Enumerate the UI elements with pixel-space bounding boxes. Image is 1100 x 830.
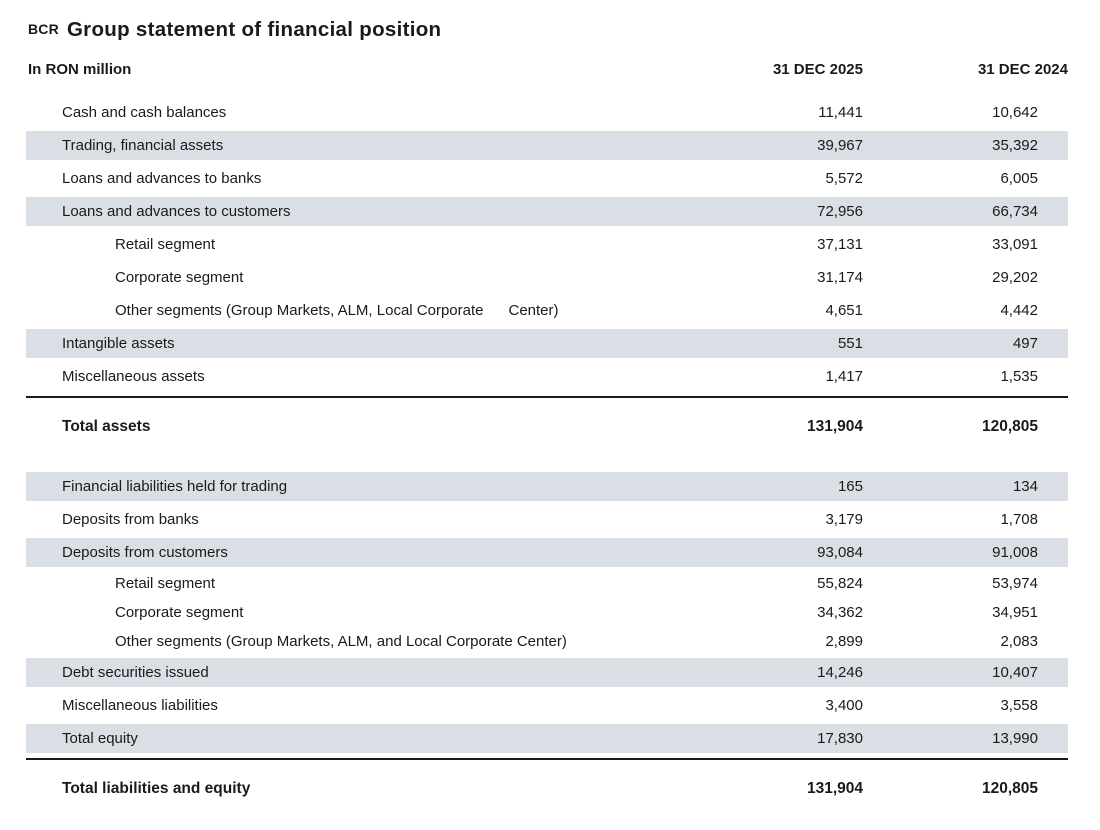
total-row: [26, 766, 1068, 812]
value-2024: 2,083: [1000, 633, 1038, 650]
table-row: [26, 327, 1068, 360]
table-row: [26, 569, 1068, 598]
page-title: Group statement of financial position: [66, 18, 442, 42]
row-label: Miscellaneous liabilities: [62, 697, 218, 714]
value-2024: 91,008: [992, 544, 1038, 561]
table-row: [26, 689, 1068, 722]
value-2025: 55,824: [817, 575, 863, 592]
column-header-2025: 31 DEC 2025: [772, 60, 863, 78]
masthead: [0, 14, 1100, 42]
brand-logo: BCR: [28, 21, 59, 37]
row-label: Financial liabilities held for trading: [62, 478, 288, 495]
row-label: Trading, financial assets: [62, 137, 224, 154]
table-row: [26, 598, 1068, 627]
value-2025: 5,572: [825, 170, 863, 187]
table-row: [26, 360, 1068, 393]
table-row: [26, 129, 1068, 162]
value-2025: 17,830: [817, 730, 863, 747]
section-liabilities-and-equity: [26, 470, 1068, 812]
row-label: Corporate segment: [115, 269, 244, 286]
value-2025: 34,362: [817, 604, 863, 621]
table-row: [26, 470, 1068, 503]
value-2025: 4,651: [825, 302, 863, 319]
value-2024: 33,091: [992, 236, 1038, 253]
row-label: Deposits from customers: [62, 544, 228, 561]
value-2025: 3,400: [825, 697, 863, 714]
row-label: Retail segment: [115, 575, 216, 592]
unit-label: In RON million: [28, 60, 132, 78]
value-2024: 13,990: [992, 730, 1038, 747]
value-2024: 134: [1012, 478, 1038, 495]
row-label: Loans and advances to customers: [62, 203, 291, 220]
value-2024: 10,642: [992, 104, 1038, 121]
value-2024: 3,558: [1000, 697, 1038, 714]
value-2025: 39,967: [817, 137, 863, 154]
value-2024: 497: [1012, 335, 1038, 352]
table-header-row: [26, 52, 1068, 86]
total-value-2025: 131,904: [806, 418, 863, 435]
row-label: Corporate segment: [115, 604, 244, 621]
row-label: Deposits from banks: [62, 511, 199, 528]
column-header-2024: 31 DEC 2024: [977, 60, 1068, 78]
value-2024: 53,974: [992, 575, 1038, 592]
value-2025: 3,179: [825, 511, 863, 528]
table-body: [26, 96, 1068, 812]
value-2025: 1,417: [825, 368, 863, 385]
value-2025: 165: [837, 478, 863, 495]
table-row: [26, 656, 1068, 689]
value-2025: 11,441: [818, 104, 863, 121]
value-2024: 10,407: [992, 664, 1038, 681]
total-label: Total liabilities and equity: [62, 780, 251, 797]
value-2024: 4,442: [1000, 302, 1038, 319]
value-2024: 1,708: [1000, 511, 1038, 528]
total-value-2024: 120,805: [981, 418, 1038, 435]
value-2024: 66,734: [992, 203, 1038, 220]
total-label: Total assets: [62, 418, 151, 435]
total-value-2024: 120,805: [981, 780, 1038, 797]
table-row: [26, 627, 1068, 656]
value-2024: 1,535: [1000, 368, 1038, 385]
table-row: [26, 195, 1068, 228]
row-label: Total equity: [62, 730, 138, 747]
table-row: [26, 96, 1068, 129]
section-divider: [26, 758, 1068, 760]
table-row: [26, 261, 1068, 294]
row-label: Loans and advances to banks: [62, 170, 262, 187]
total-value-2025: 131,904: [806, 780, 863, 797]
row-label: Retail segment: [115, 236, 216, 253]
value-2025: 93,084: [817, 544, 863, 561]
value-2025: 37,131: [817, 236, 863, 253]
value-2024: 29,202: [992, 269, 1038, 286]
row-label: Cash and cash balances: [62, 104, 227, 121]
row-label: Miscellaneous assets: [62, 368, 205, 385]
value-2025: 551: [837, 335, 863, 352]
table-row: [26, 503, 1068, 536]
table-row: [26, 294, 1068, 327]
row-label: Other segments (Group Markets, ALM, and Local Corporate Center): [115, 633, 567, 650]
table-row: [26, 162, 1068, 195]
table-row: [26, 722, 1068, 755]
value-2025: 72,956: [817, 203, 863, 220]
value-2025: 31,174: [817, 269, 863, 286]
row-label: Other segments (Group Markets, ALM, Local Corporate Center): [115, 302, 559, 319]
row-label: Debt securities issued: [62, 664, 209, 681]
value-2024: 6,005: [1000, 170, 1038, 187]
value-2025: 14,246: [817, 664, 863, 681]
section-divider: [26, 396, 1068, 398]
row-label: Intangible assets: [62, 335, 175, 352]
value-2024: 34,951: [992, 604, 1038, 621]
value-2025: 2,899: [825, 633, 863, 650]
table-row: [26, 536, 1068, 569]
table-row: [26, 228, 1068, 261]
total-row: [26, 404, 1068, 450]
section-assets: [26, 96, 1068, 450]
value-2024: 35,392: [992, 137, 1038, 154]
financial-position-table: [26, 52, 1068, 812]
